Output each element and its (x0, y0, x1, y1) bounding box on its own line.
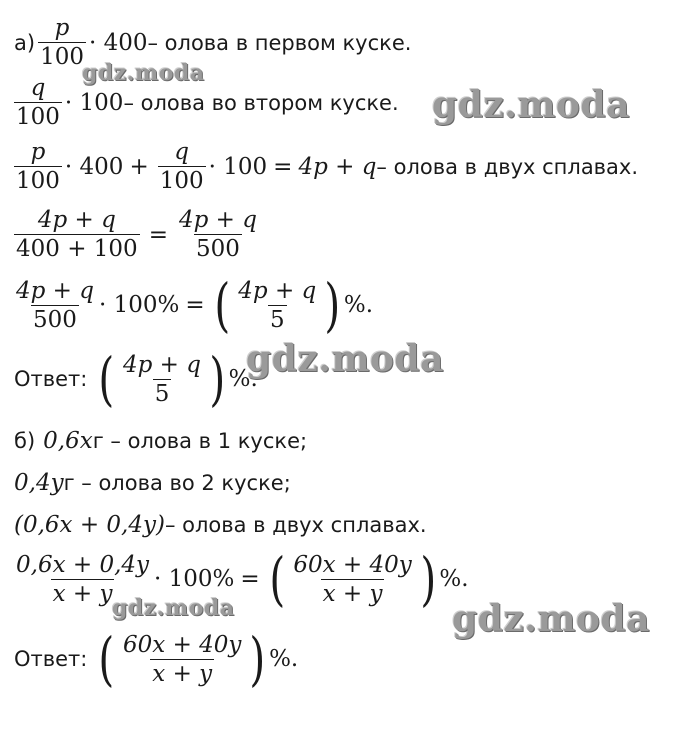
multiplier: · 400 (88, 29, 148, 56)
equals-sign: = (273, 153, 293, 180)
right-paren: ) (324, 271, 341, 339)
fraction-4p-q-over-5 (236, 277, 318, 334)
fraction-denominator: 500 (33, 306, 77, 333)
fraction-numerator: 4p + q (178, 207, 257, 233)
equals-sign: = (148, 221, 168, 248)
right-paren: ) (249, 625, 266, 693)
fraction-numerator: p (30, 139, 46, 165)
left-paren: ( (214, 271, 230, 339)
part-b-line-3 (14, 512, 427, 538)
parenthesized-fraction (266, 545, 440, 613)
part-a-line-3 (14, 138, 638, 195)
fraction-q-100 (158, 138, 206, 195)
fraction-result (121, 631, 243, 688)
fraction-numerator: 0,6x + 0,4y (16, 551, 150, 578)
fraction-numerator: 4p + q (16, 277, 94, 304)
sum-expression: (0,6x + 0,4y) (14, 512, 165, 538)
plus-sign: + (129, 153, 149, 180)
percent-sign: %. (269, 646, 299, 672)
fraction-denominator: 100 (16, 104, 60, 130)
part-a-answer (14, 345, 258, 413)
answer-label: Ответ: (14, 367, 88, 391)
value-expression: 0,4y (14, 470, 64, 496)
fraction-numerator: 4p + q (123, 351, 201, 378)
fraction-4p-q-over-sum (14, 206, 140, 263)
parenthesized-fraction (211, 271, 344, 339)
fraction-p-100 (14, 138, 62, 195)
part-a-line-5 (14, 271, 374, 339)
multiplier: · 100% (98, 292, 180, 318)
fraction-p-100 (38, 14, 86, 71)
fraction-denominator: 400 + 100 (16, 236, 138, 262)
answer-label: Ответ: (14, 647, 88, 671)
fraction-denominator: x + y (322, 580, 383, 607)
part-a-line-1 (14, 14, 411, 71)
part-b-line-4 (14, 545, 469, 613)
fraction-numerator: q (174, 139, 190, 165)
right-paren: ) (209, 345, 226, 413)
description-text: – олова в первом куске. (147, 30, 412, 55)
fraction-denominator: 500 (196, 236, 240, 262)
percent-sign: %. (228, 366, 258, 392)
description-text: – олова во втором куске. (123, 90, 399, 115)
part-b-line-2 (14, 470, 291, 496)
description-text: – олова в двух сплавах. (164, 513, 427, 537)
equals-sign: = (240, 566, 260, 592)
fraction-denominator: 100 (40, 44, 84, 70)
percent-sign: %. (343, 292, 374, 318)
part-a-label: а) (14, 30, 36, 55)
left-paren: ( (98, 625, 115, 693)
part-b-answer (14, 625, 299, 693)
multiplier: · 100 (208, 153, 268, 180)
fraction-4p-q-over-500 (14, 277, 96, 334)
right-paren: ) (420, 545, 436, 613)
part-a-line-2 (14, 74, 399, 131)
left-paren: ( (98, 345, 115, 413)
part-a-line-4 (14, 206, 262, 263)
description-text: г – олова во 2 куске; (63, 471, 291, 495)
fraction-numerator: 60x + 40y (123, 631, 242, 658)
left-paren: ( (269, 545, 285, 613)
watermark: gdz.moda (432, 84, 630, 126)
watermark: gdz.moda (82, 60, 205, 86)
description-text: – олова в двух сплавах. (376, 154, 639, 179)
fraction-4p-q-over-5 (121, 351, 203, 408)
fraction-denominator: 5 (154, 380, 170, 407)
value-expression: 0,6x (43, 428, 93, 454)
parenthesized-fraction (95, 345, 228, 413)
fraction-result (291, 551, 413, 608)
equals-sign: = (185, 292, 205, 318)
parenthesized-fraction (95, 625, 269, 693)
fraction-numerator: 4p + q (238, 277, 317, 304)
fraction-denominator: x + y (52, 580, 113, 607)
fraction-numerator: 60x + 40y (293, 551, 412, 578)
fraction-denominator: 100 (16, 168, 60, 194)
result-expression: 4p + q (298, 153, 377, 180)
description-text: г – олова в 1 куске; (92, 429, 308, 453)
percent-sign: %. (439, 566, 469, 592)
fraction-denominator: 100 (159, 168, 204, 194)
watermark: gdz.moda (112, 595, 235, 621)
multiplier: · 100% (154, 566, 235, 592)
watermark: gdz.moda (246, 338, 444, 380)
multiplier: · 400 (64, 153, 124, 180)
fraction-denominator: 5 (269, 306, 285, 333)
fraction-numerator: 4p + q (37, 207, 116, 233)
fraction-denominator: x + y (152, 660, 213, 687)
part-b-label: б) (14, 429, 36, 453)
fraction-4p-q-over-500 (177, 206, 259, 263)
watermark: gdz.moda (452, 598, 650, 640)
fraction-numerator: q (30, 75, 46, 101)
part-b-line-1 (14, 428, 307, 454)
multiplier: · 100 (64, 89, 124, 116)
fraction-q-100 (14, 74, 62, 131)
fraction-numerator: p (54, 15, 70, 41)
